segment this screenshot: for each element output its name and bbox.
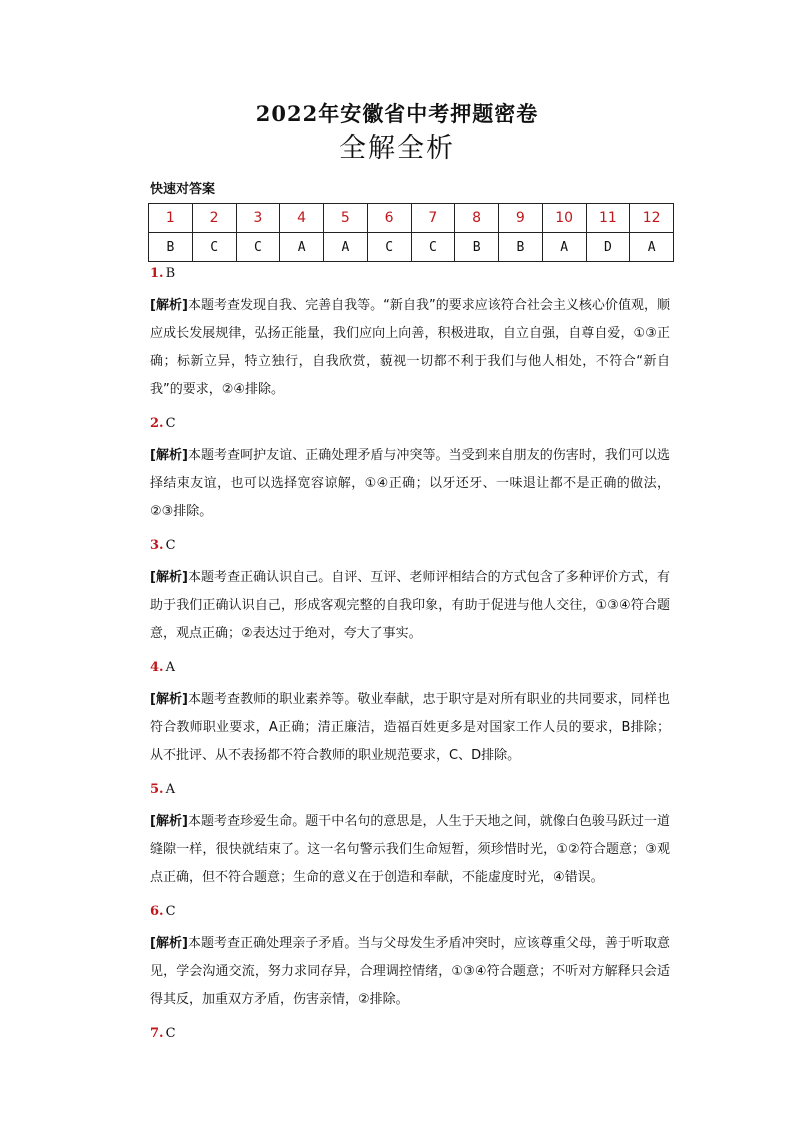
question-explanation [150, 292, 670, 404]
question-number-cell: 12 [630, 204, 674, 233]
answer-cell: A [630, 233, 674, 262]
analysis-tag: [解析] [150, 692, 188, 707]
answer-table-answer-row [149, 233, 674, 262]
question-answer: A [165, 660, 175, 675]
question-number-cell: 9 [499, 204, 543, 233]
question-answer: C [165, 904, 176, 919]
answer-cell: B [455, 233, 499, 262]
question-number: 5. [150, 782, 164, 797]
question-explanation [150, 442, 670, 526]
explanation-text: 本题考查正确处理亲子矛盾。当与父母发生矛盾冲突时，应该尊重父母，善于听取意见，学会沟通交流，努力求同存异，合理调控情绪，①③④符合题意；不听对方解释只会适得其反，加重双方矛盾，伤害亲情，②排除。 [150, 936, 670, 1007]
question-heading [150, 534, 670, 558]
analysis-tag: [解析] [150, 448, 188, 463]
question-number-cell: 6 [367, 204, 411, 233]
question-heading [150, 412, 670, 436]
question-answer: A [165, 782, 175, 797]
question-number-cell: 5 [324, 204, 368, 233]
answer-cell: A [324, 233, 368, 262]
question-answer: B [165, 266, 176, 281]
question-heading [150, 900, 670, 924]
question-number-cell: 10 [542, 204, 586, 233]
explanation-text: 本题考查发现自我、完善自我等。“新自我”的要求应该符合社会主义核心价值观，顺应成长发展规律，弘扬正能量，我们应向上向善，积极进取，自立自强，自尊自爱，①③正确；标新立异，特立独行，自我欣赏，藐视一切都不利于我们与他人相处，不符合“新自我”的要求，②④排除。 [150, 298, 670, 397]
answer-cell: B [149, 233, 193, 262]
question-number-cell: 4 [280, 204, 324, 233]
analysis-tag: [解析] [150, 570, 188, 585]
question-number: 2. [150, 416, 164, 431]
answer-cell: C [192, 233, 236, 262]
explanation-text: 本题考查呵护友谊、正确处理矛盾与冲突等。当受到来自朋友的伤害时，我们可以选择结束友谊，也可以选择宽容谅解，①④正确；以牙还牙、一味退让都不是正确的做法，②③排除。 [150, 448, 670, 519]
answer-cell: D [586, 233, 630, 262]
question-heading [150, 262, 670, 286]
question-number-cell: 3 [236, 204, 280, 233]
explanation-text: 本题考查珍爱生命。题干中名句的意思是，人生于天地之间，就像白色骏马跃过一道缝隙一样，很快就结束了。这一名句警示我们生命短暂，须珍惜时光，①②符合题意；③观点正确，但不符合题意；生命的意义在于创造和奉献，不能虚度时光，④错误。 [150, 814, 670, 885]
question-heading [150, 1022, 670, 1046]
question-explanation [150, 564, 670, 648]
question-number-cell: 8 [455, 204, 499, 233]
question-answer: C [165, 1026, 176, 1041]
question-number: 7. [150, 1026, 164, 1041]
question-number-cell: 1 [149, 204, 193, 233]
question-heading [150, 656, 670, 680]
question-answer: C [165, 416, 176, 431]
question-number: 3. [150, 538, 164, 553]
analysis-tag: [解析] [150, 936, 188, 951]
page-subtitle: 全解全析 [339, 133, 455, 164]
explanations [150, 262, 670, 1052]
question-explanation [150, 686, 670, 770]
answer-cell: B [499, 233, 543, 262]
quick-answers-label: 快速对答案 [150, 182, 216, 197]
question-number: 6. [150, 904, 164, 919]
answer-table [148, 203, 674, 262]
question-explanation [150, 930, 670, 1014]
explanation-text: 本题考查正确认识自己。自评、互评、老师评相结合的方式包含了多种评价方式，有助于我们正确认识自己，形成客观完整的自我印象，有助于促进与他人交往，①③④符合题意，观点正确；②表达过于绝对，夸大了事实。 [150, 570, 670, 641]
answer-cell: A [542, 233, 586, 262]
analysis-tag: [解析] [150, 298, 188, 313]
answer-cell: C [367, 233, 411, 262]
question-number-cell: 2 [192, 204, 236, 233]
question-number-cell: 11 [586, 204, 630, 233]
answer-table-number-row [149, 204, 674, 233]
answer-cell: C [411, 233, 455, 262]
answer-cell: C [236, 233, 280, 262]
question-number-cell: 7 [411, 204, 455, 233]
answer-cell: A [280, 233, 324, 262]
page-title: 2022年安徽省中考押题密卷 [255, 101, 539, 126]
question-number: 4. [150, 660, 164, 675]
question-answer: C [165, 538, 176, 553]
explanation-text: 本题考查教师的职业素养等。敬业奉献，忠于职守是对所有职业的共同要求，同样也符合教师职业要求，A正确；清正廉洁，造福百姓更多是对国家工作人员的要求，B排除；从不批评、从不表扬都不符合教师的职业规范要求，C、D排除。 [150, 692, 670, 763]
question-heading [150, 778, 670, 802]
question-number: 1. [150, 266, 164, 281]
question-explanation [150, 808, 670, 892]
analysis-tag: [解析] [150, 814, 188, 829]
